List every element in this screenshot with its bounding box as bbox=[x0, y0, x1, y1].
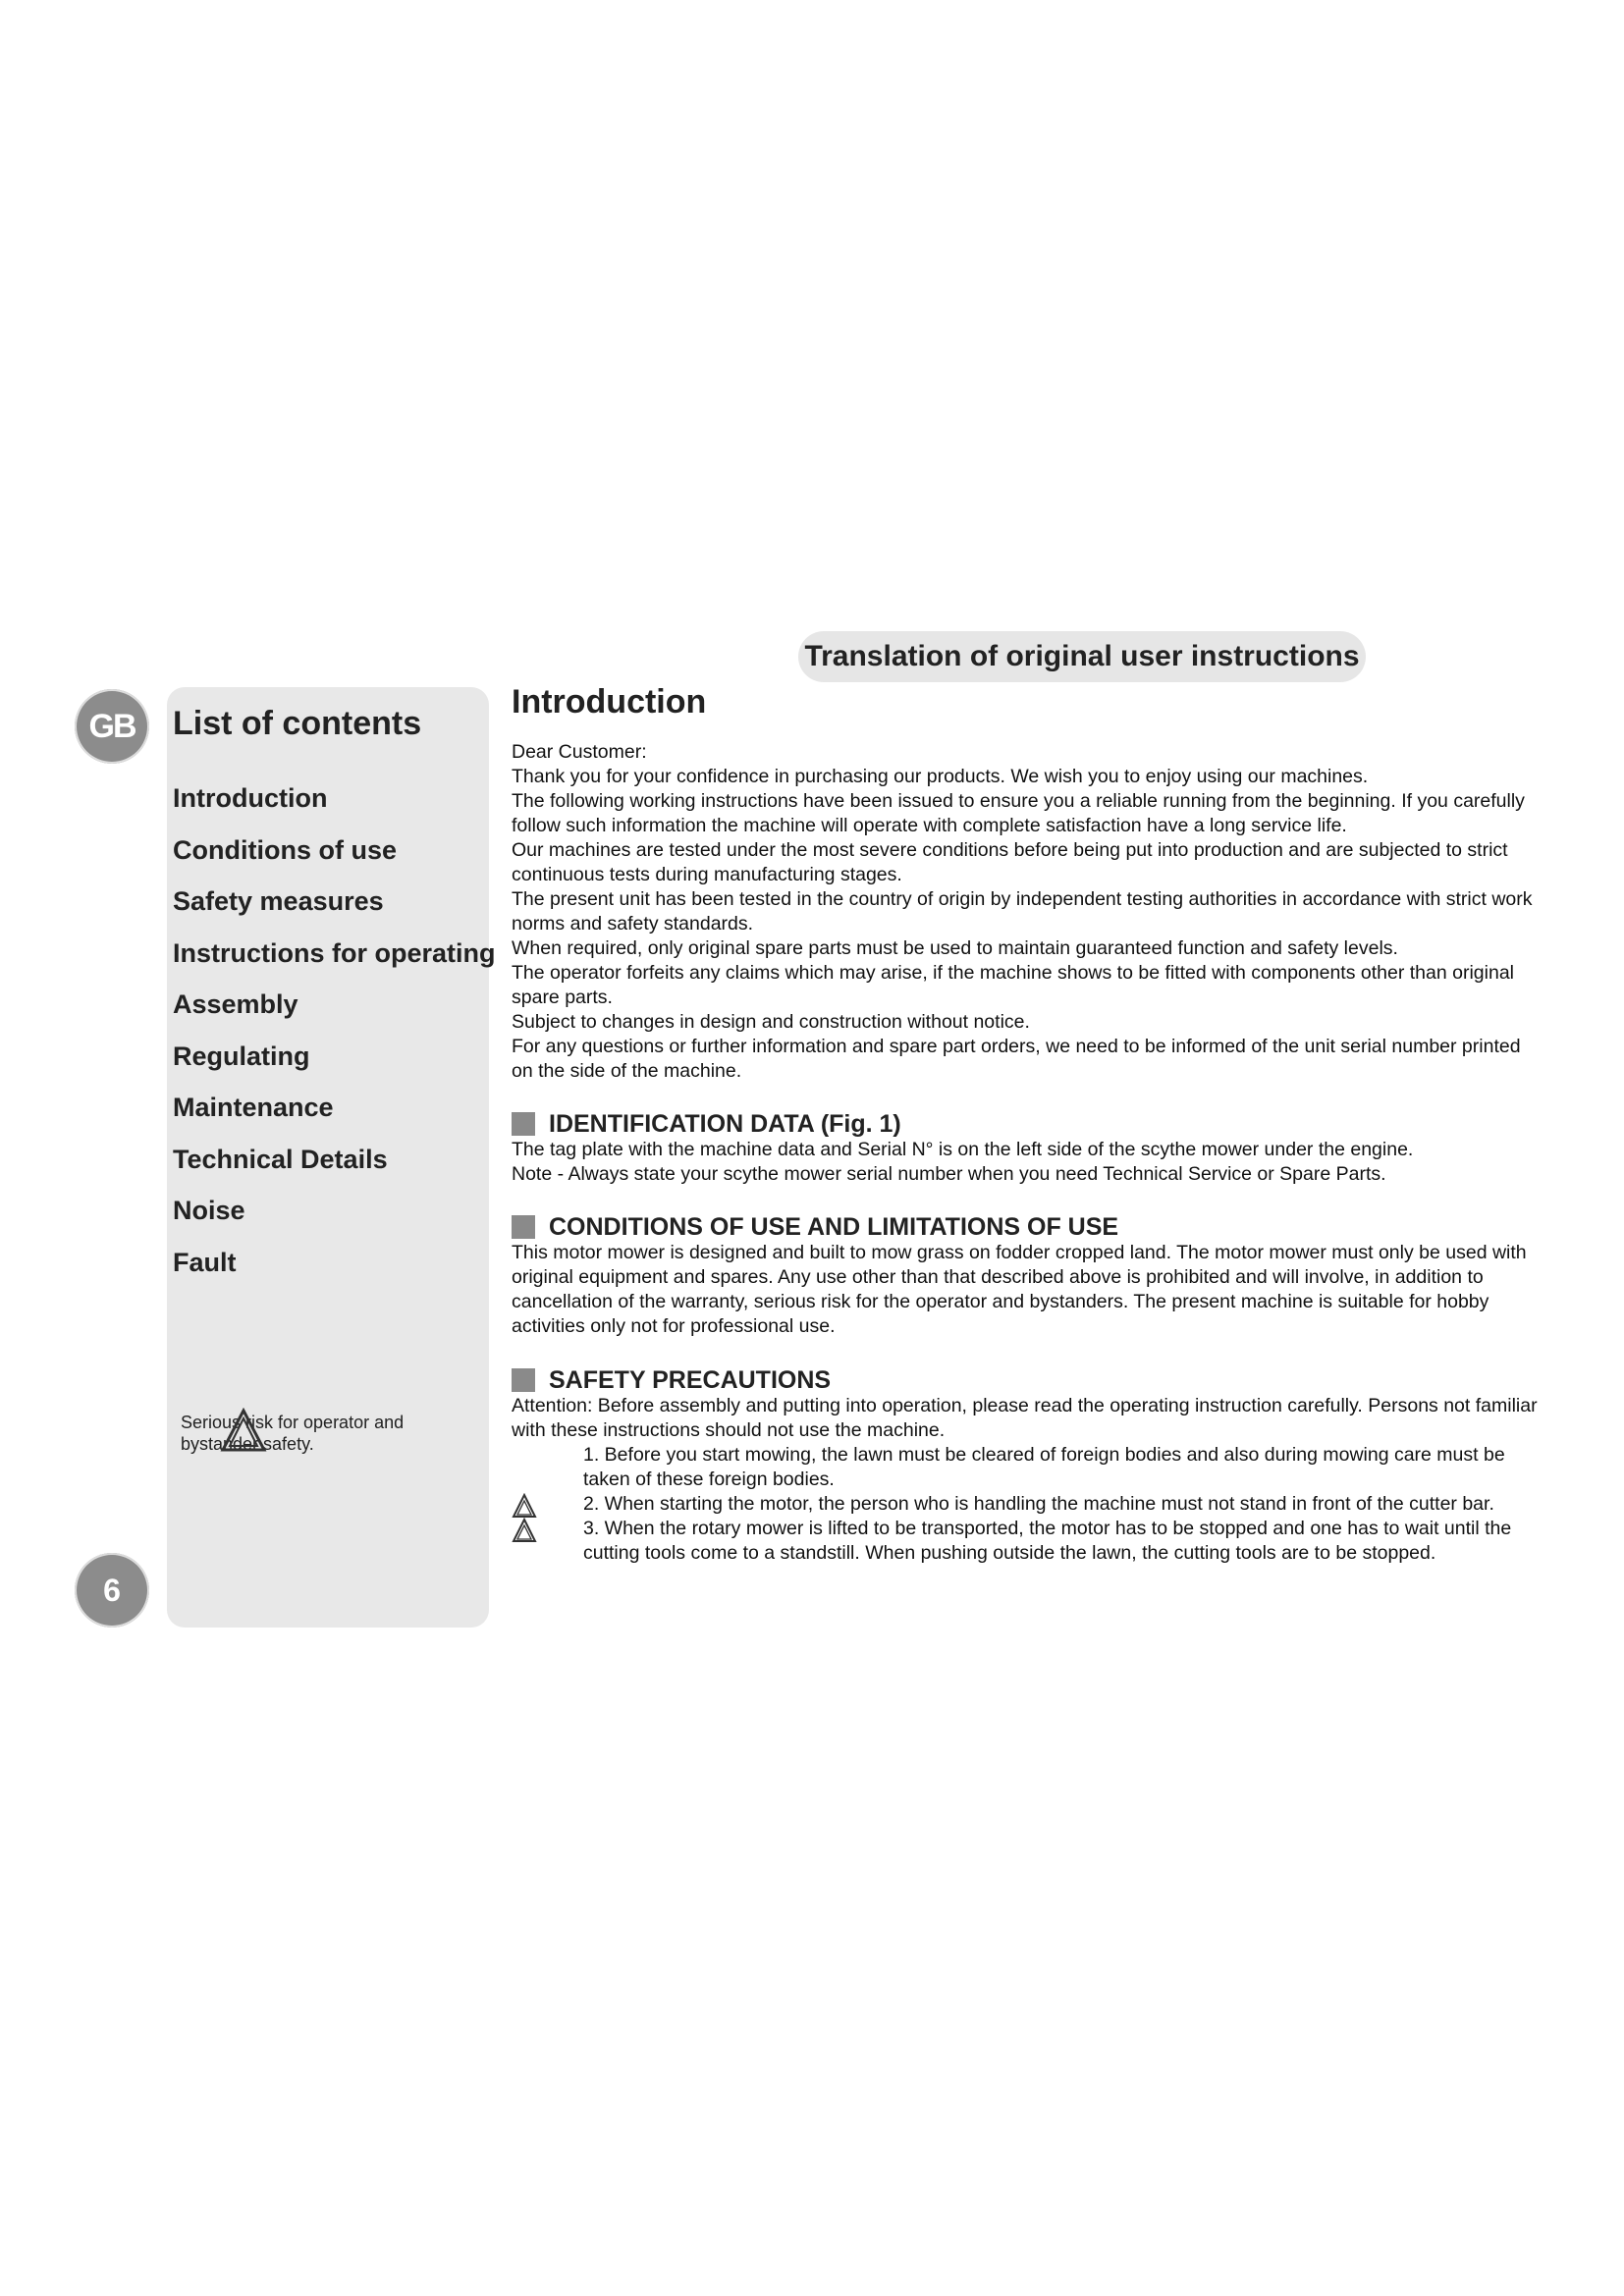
toc-item-instructions-for-operating[interactable]: Instructions for operating bbox=[173, 937, 496, 968]
table-of-contents-panel bbox=[167, 687, 496, 1628]
toc-item-regulating[interactable]: Regulating bbox=[173, 1041, 310, 1071]
safety-item bbox=[512, 1443, 1543, 1492]
main-content bbox=[512, 673, 1543, 1566]
safety-item bbox=[512, 1492, 1543, 1517]
toc-item-technical-details[interactable]: Technical Details bbox=[173, 1144, 388, 1174]
identification-title-text: IDENTIFICATION DATA (Fig. 1) bbox=[549, 1110, 901, 1138]
safety-item-text: 2. When starting the motor, the person who is handling the machine must not stand in front of the cutter bar. bbox=[583, 1493, 1494, 1515]
identification-section-title bbox=[512, 1110, 1543, 1138]
page-title: Introduction bbox=[512, 683, 707, 721]
toc-item-conditions-of-use[interactable]: Conditions of use bbox=[173, 834, 397, 865]
conditions-title-text: CONDITIONS OF USE AND LIMITATIONS OF USE bbox=[549, 1213, 1119, 1241]
identification-line: Note - Always state your scythe mower serial number when you need Technical Service or Spare Parts. bbox=[512, 1163, 1386, 1185]
warning-legend bbox=[181, 1412, 416, 1455]
warning-triangle-icon bbox=[220, 1408, 267, 1453]
page-number-badge: 6 bbox=[75, 1553, 149, 1628]
toc-item-maintenance[interactable]: Maintenance bbox=[173, 1093, 334, 1122]
translation-title: Translation of original user instructions bbox=[798, 631, 1366, 682]
safety-item-text: 3. When the rotary mower is lifted to be transported, the motor has to be stopped and one has to wait until the cutting tools come to a standstill. When pushing outside the lawn, the cutting tools are to be stopped. bbox=[583, 1518, 1512, 1564]
conditions-text: This motor mower is designed and built to mow grass on fodder cropped land. The motor mower must only be used with original equipment and spares. Any use other than that described above is prohibited and will involve, in addition to cancellation of the warranty, serious risk for the operator and bystanders. The present machine is suitable for hobby activities only not for professional use. bbox=[512, 1242, 1527, 1337]
identification-line: The tag plate with the machine data and Serial N° is on the left side of the scythe mower under the engine. bbox=[512, 1139, 1414, 1160]
safety-item-text: 1. Before you start mowing, the lawn must be cleared of foreign bodies and also during mowing care must be taken of these foreign bodies. bbox=[583, 1444, 1505, 1490]
intro-paragraph: Our machines are tested under the most severe conditions before being put into production and are subjected to strict continuous tests during manufacturing stages. bbox=[512, 839, 1508, 885]
toc-item-assembly[interactable]: Assembly bbox=[173, 989, 298, 1019]
intro-paragraph: Thank you for your confidence in purchasing our products. We wish you to enjoy using our machines. bbox=[512, 766, 1369, 787]
greeting: Dear Customer: bbox=[512, 741, 647, 763]
section-marker bbox=[512, 1112, 535, 1136]
intro-paragraph: The operator forfeits any claims which may arise, if the machine shows to be fitted with components other than original spare parts. bbox=[512, 962, 1514, 1008]
safety-title-text: SAFETY PRECAUTIONS bbox=[549, 1366, 832, 1394]
language-badge: GB bbox=[75, 689, 149, 764]
toc-list bbox=[173, 783, 496, 1299]
toc-item-safety-measures[interactable]: Safety measures bbox=[173, 886, 384, 916]
section-marker bbox=[512, 1215, 535, 1239]
conditions-section-title bbox=[512, 1213, 1543, 1241]
intro-paragraph: When required, only original spare parts must be used to maintain guaranteed function and safety levels. bbox=[512, 937, 1398, 959]
warning-triangle-icon bbox=[512, 1493, 537, 1519]
toc-title: List of contents bbox=[173, 705, 422, 742]
intro-paragraph: The following working instructions have been issued to ensure you a reliable running from the beginning. If you carefully follow such information the machine will operate with complete satisfaction have a long service life. bbox=[512, 790, 1525, 836]
intro-paragraph: The present unit has been tested in the country of origin by independent testing authorities in accordance with strict work norms and safety standards. bbox=[512, 888, 1533, 934]
section-marker bbox=[512, 1368, 535, 1392]
safety-attention: Attention: Before assembly and putting into operation, please read the operating instruction carefully. Persons not familiar with these instructions should not use the machine. bbox=[512, 1395, 1538, 1441]
intro-paragraph: Subject to changes in design and construction without notice. bbox=[512, 1011, 1030, 1033]
warning-triangle-icon bbox=[512, 1518, 537, 1543]
safety-item bbox=[512, 1517, 1543, 1566]
warning-legend-text: Serious risk for operator and bystander safety. bbox=[181, 1413, 405, 1454]
safety-section-title bbox=[512, 1366, 1543, 1394]
intro-paragraph: For any questions or further information and spare part orders, we need to be informed of the unit serial number printed on the side of the machine. bbox=[512, 1036, 1521, 1082]
toc-item-introduction[interactable]: Introduction bbox=[173, 783, 328, 813]
toc-item-noise[interactable]: Noise bbox=[173, 1196, 245, 1225]
toc-item-fault[interactable]: Fault bbox=[173, 1247, 237, 1277]
